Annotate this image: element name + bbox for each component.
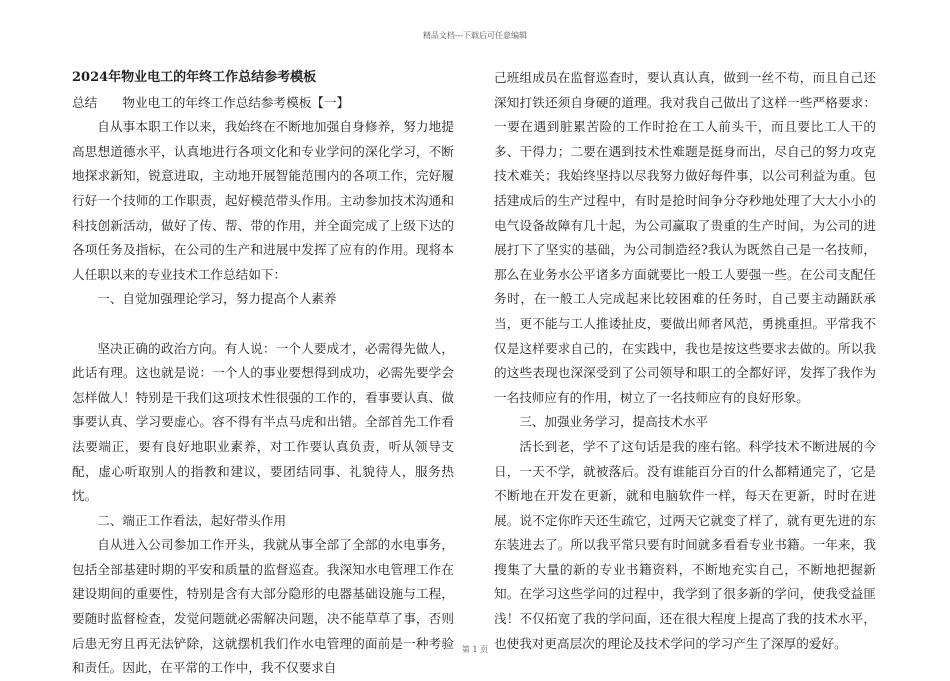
left-column [72, 66, 454, 681]
page-header-note: 精品文档---下载后可任意编辑 [422, 31, 528, 40]
document-title: 2024年物业电工的年终工作总结参考模板 [72, 70, 317, 85]
page-number: 第 1 页 [461, 645, 489, 654]
section-heading-3: 三、加强业务学习，提高技术水平 [519, 414, 709, 430]
intro-paragraph: 自从事本职工作以来，我始终在不断地加强自身修养，努力地提高思想道德水平，认真地进行各项文化和专业学问的深化学习，不断地探求新知，锐意进取，主动地开展智能范围内的各项工作，完好履行好一个技师的工作职责，起好模范带头作用。主动参加技术沟通和科技创新活动，做好了传、帮、带的作用，并全面完成了上级下达的各项任务及指标，在公司的生产和进展中发挥了应有的作用。现将本人任职以来的专业技术工作总结如下： [72, 119, 454, 282]
section-2-continued-paragraph: 己班组成员在监督巡查时，要认真认真，做到一丝不苟，而且自己还深知打铁还须自身硬的道理。我对我自己做出了这样一些严格要求：一要在遇到脏累苦险的工作时抢在工人前头干，而且要比工人干的多、干得力；二要在遇到技术性难题是挺身而出，尽自己的努力攻克技术难关；我始终坚持以尽我努力做好每件事，以公司利益为重。包括建成后的生产过程中，有时是抢时间争分夺秒地处理了大大小小的电气设备故障有几十起，为公司赢取了贵重的生产时间，为公司的进展打下了坚实的基础，为公司制造经?我认为既然自己是一名技师，那么在业务水公平诸多方面就要比一般工人要强一些。在公司支配任务时，在一般工人完成起来比较困难的任务时，自己要主动踊跃承当，更不能与工人推诿扯皮，要做出师者风范，勇挑重担。平常我不仅是这样要求自己的，在实践中，我也是按这些要求去做的。所以我的这些表现也深深受到了公司领导和职工的全都好评，发挥了我作为一名技师应有的作用，树立了一名技师应有的良好形象。 [494, 70, 876, 405]
section-3-paragraph: 活长到老，学不了这句话是我的座右铭。科学技术不断进展的今日，一天不学，就被落后。没有谁能百分百的什么都精通完了，它是不断地在开发在更新，就和电脑软件一样，每天在更新，时时在进展。说不定你昨天还生疏它，过两天它就变了样了，就有更先进的东东装进去了。所以我平常只要有时间就多看看专业书籍。一年来，我搜集了大量的新的专业书籍资料，不断地充实自己，不断地把握新知。在学习这些学问的过程中，我学到了很多新的学问，使我受益匪浅！不仅拓宽了我的学问面，还在很大程度上提高了我的技术水平，也使我对更高层次的理论及技术学问的学习产生了深厚的爱好。 [494, 438, 876, 651]
document-subtitle: 总结 物业电工的年终工作总结参考模板【一】 [72, 94, 350, 110]
section-1-paragraph: 坚决正确的政治方向。有人说：一个人要成才，必需得先做人，此话有理。这也就是说：一个人的事业要想得到成功，必需先要学会怎样做人！特别是干我们这项技术性很强的工作的，看事要认真、做事要认真、学习要虚心。容不得有半点马虎和出错。全部首先工作看法要端正，要有良好地职业素养，对工作要认真负责，听从领导支配，虚心听取别人的指教和建议，要团结同事、礼貌待人，服务热忱。 [72, 340, 454, 504]
blank-line [72, 312, 454, 337]
section-heading-2: 二、端正工作看法，起好带头作用 [97, 512, 287, 528]
section-2-paragraph: 自从进入公司参加工作开头，我就从事全部了全部的水电事务，包括全部基建时期的平安和质量的监督巡查。我深知水电管理工作在建设期间的重要性，特别是含有大部分隐形的电器基础设施与工程，要随时监督检查，发觉问题就必需解决问题，决不能草草了事，否则后患无穷且再无法铲除，这就摆机我们作水电管理的面前是一种考验和责任。因此，在平常的工作中，我不仅要求自 [72, 537, 454, 676]
section-heading-1: 一、自觉加强理论学习，努力提高个人素养 [97, 291, 337, 307]
right-column [494, 66, 876, 656]
